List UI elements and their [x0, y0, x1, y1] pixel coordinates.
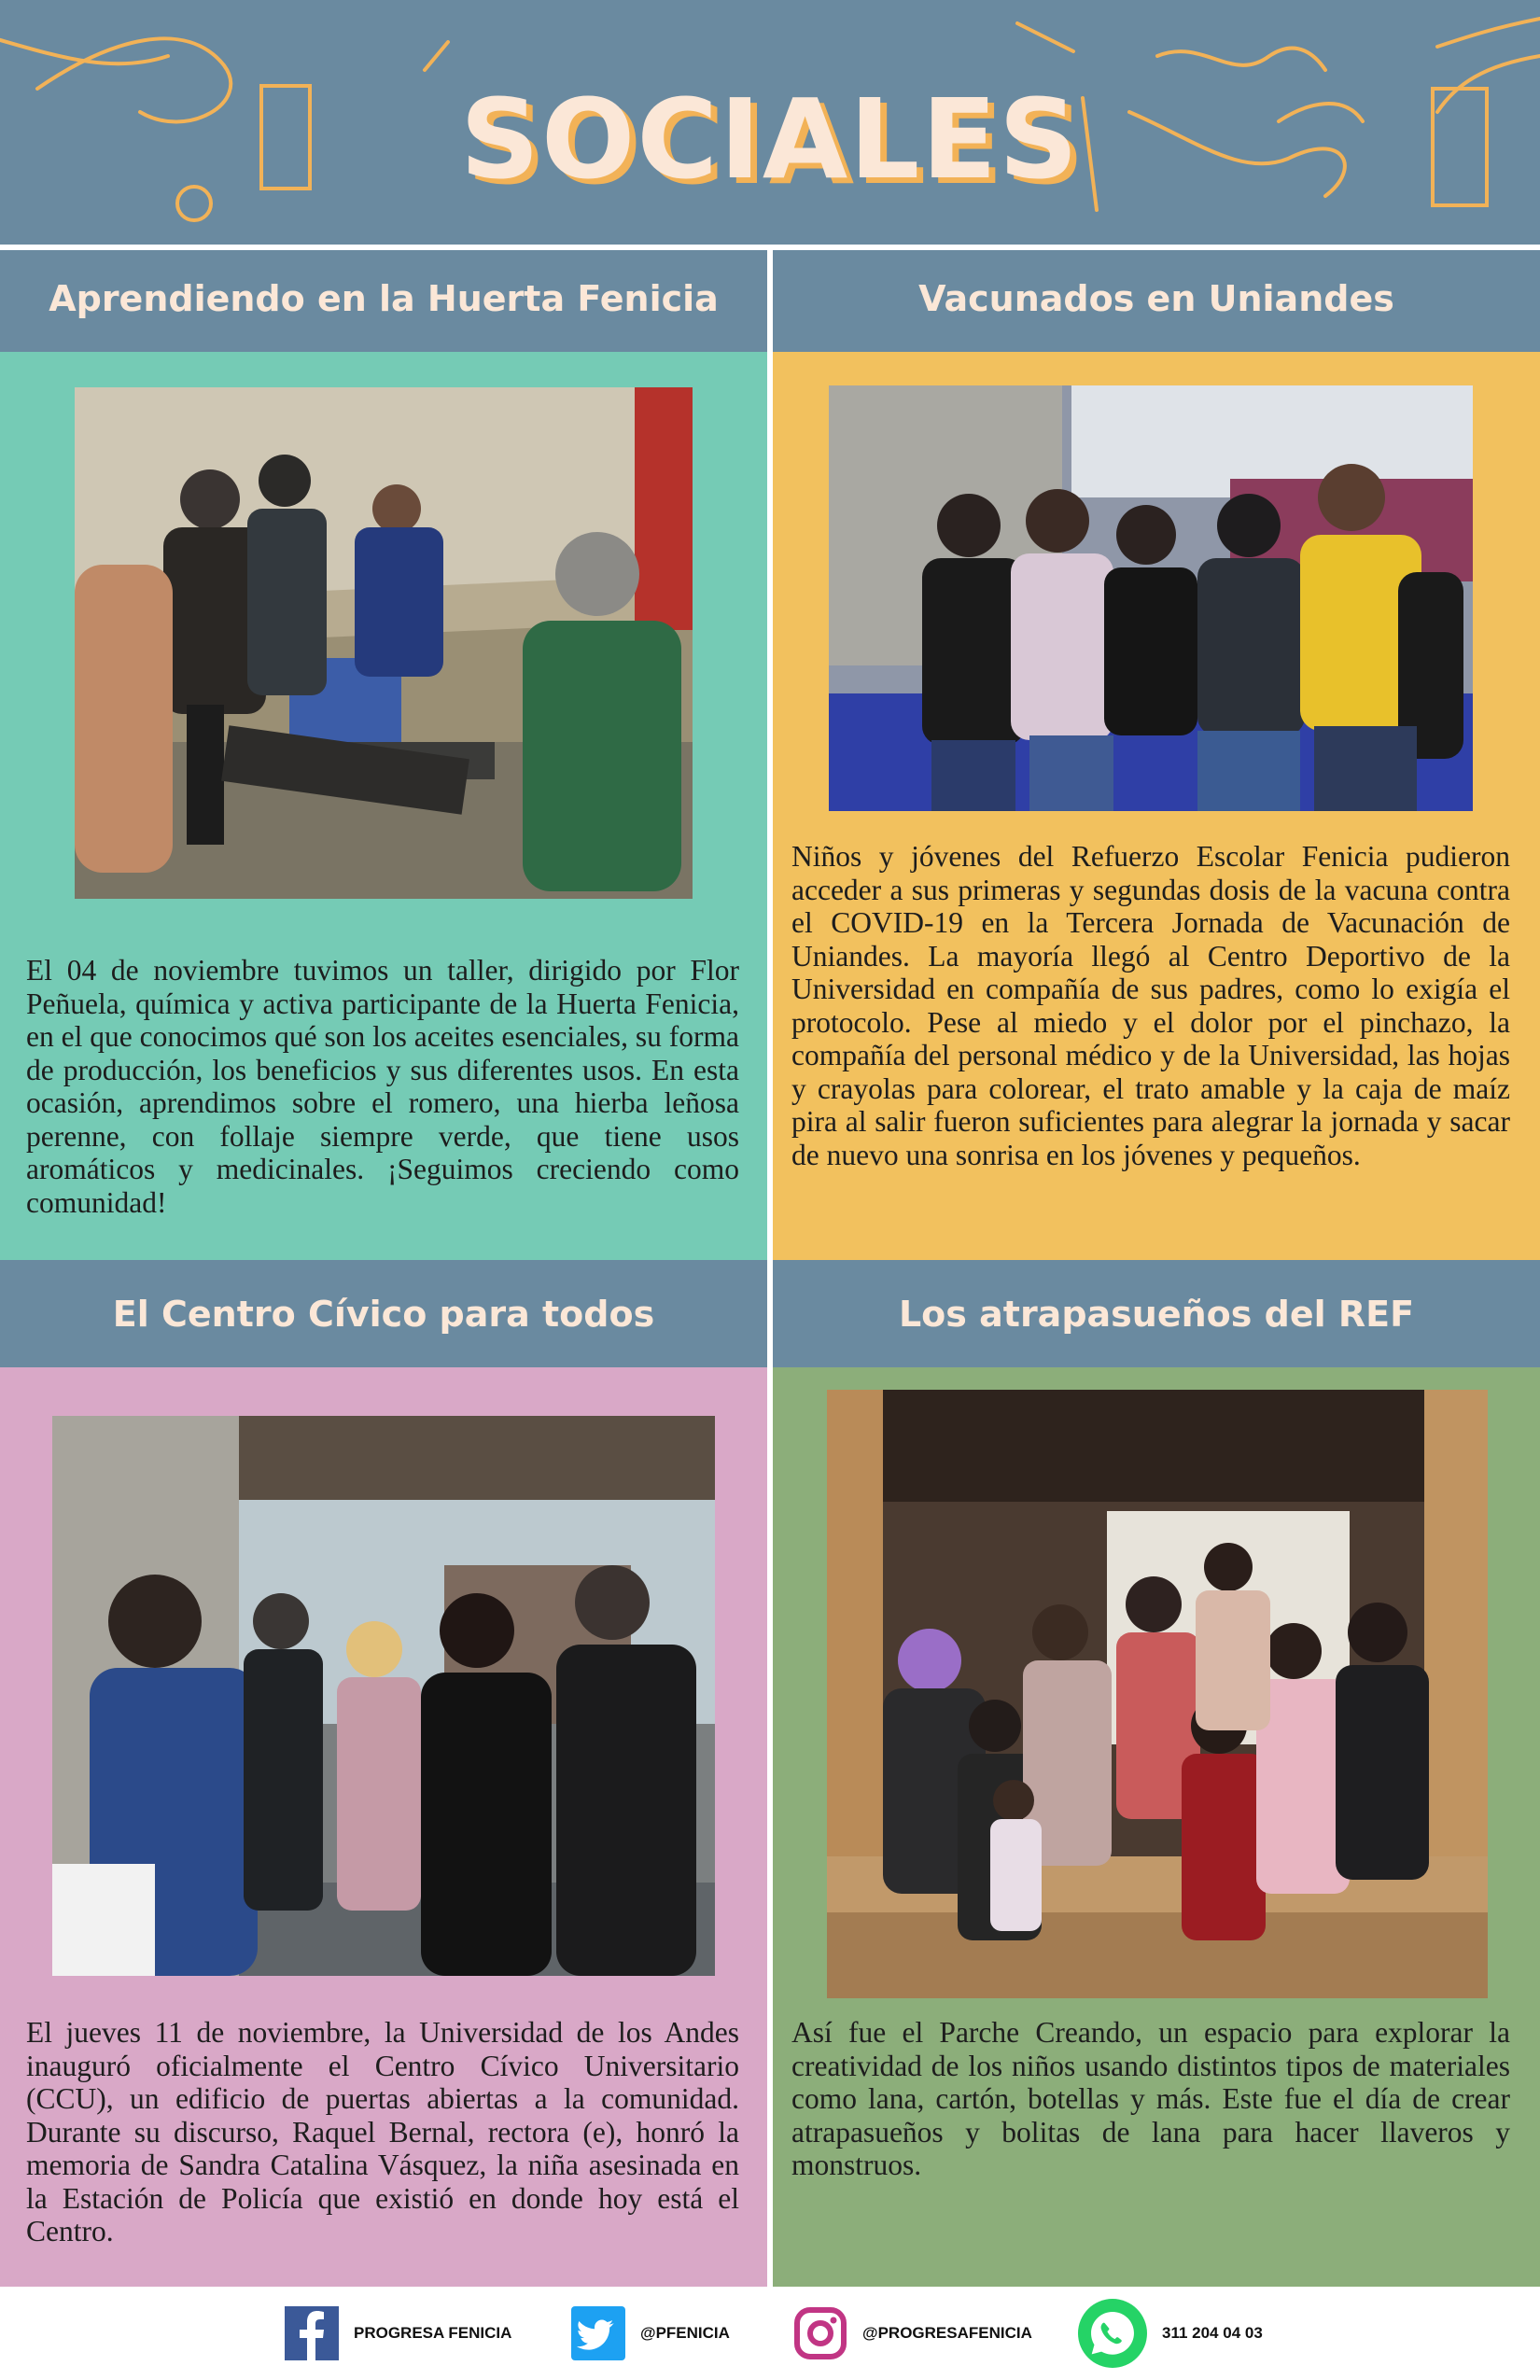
facebook-icon: [285, 2306, 339, 2360]
twitter-link[interactable]: @PFENICIA: [571, 2305, 730, 2361]
dreamcatchers-group-photo: [827, 1390, 1488, 1998]
footer-social-bar: [0, 2287, 1540, 2380]
instagram-link[interactable]: @PROGRESAFENICIA: [793, 2305, 1032, 2361]
section-body-vacunados: Niños y jóvenes del Refuerzo Escolar Fenicia pudieron acceder a sus primeras y segundas dosis de la vacuna contra el COVID-19 en la Tercera Jornada de Vacunación de Uniandes. La mayoría llegó al Centro Deportivo de la Universidad en compañía de sus padres, como lo exigía el protocolo. Pese al miedo y el dolor por el pinchazo, la compañía del personal médico y de la Universidad, las hojas y crayolas para colorear, el trato amable y la caja de maíz pira al salir fueron suficientes para alegrar la jornada y sacar de nuevo una sonrisa en los jóvenes y pequeños.: [791, 840, 1510, 1171]
section-heading-centro-civico: El Centro Cívico para todos: [0, 1260, 767, 1367]
twitter-icon: [571, 2306, 625, 2360]
column-divider: [767, 245, 773, 2287]
page-title: SOCIALES: [460, 75, 1080, 203]
whatsapp-icon: [1078, 2299, 1147, 2368]
section-heading-huerta: Aprendiendo en la Huerta Fenicia: [0, 245, 767, 352]
section-body-huerta: El 04 de noviembre tuvimos un taller, dirigido por Flor Peñuela, química y activa participante de la Huerta Fenicia, en el que conocimos qué son los aceites esenciales, su forma de producción, los beneficios y sus diferentes usos. En esta ocasión, aprendimos sobre el romero, una hierba leñosa perenne, con follaje siempre verde, que tiene usos aromáticos y medicinales. ¡Seguimos creciendo como comunidad!: [26, 954, 739, 1219]
section-body-centro-civico: El jueves 11 de noviembre, la Universidad de los Andes inauguró oficialmente el Centro Cívico Universitario (CCU), un edificio de puertas abiertas a la comunidad. Durante su discurso, Raquel Bernal, rectora (e), honró la memoria de Sandra Catalina Vásquez, la niña asesinada en la Estación de Policía que existió en donde hoy está el Centro.: [26, 2016, 739, 2247]
section-body-atrapasuenos: Así fue el Parche Creando, un espacio para explorar la creatividad de los niños usando distintos tipos de materiales como lana, cartón, botellas y más. Este fue el día de crear atrapasueños y bolitas de lana para hacer llaveros y monstruos.: [791, 2016, 1510, 2181]
facebook-link[interactable]: PROGRESA FENICIA: [285, 2305, 511, 2361]
instagram-icon: [793, 2306, 847, 2360]
whatsapp-link[interactable]: 311 204 04 03: [1078, 2305, 1263, 2361]
garden-workshop-photo: [75, 387, 693, 899]
vaccinated-youth-photo: [829, 385, 1473, 811]
civic-center-photo: [52, 1416, 715, 1976]
section-heading-vacunados: Vacunados en Uniandes: [773, 245, 1540, 352]
page-header: [0, 0, 1540, 245]
header-divider: [0, 245, 1540, 250]
section-heading-atrapasuenos: Los atrapasueños del REF: [773, 1260, 1540, 1367]
